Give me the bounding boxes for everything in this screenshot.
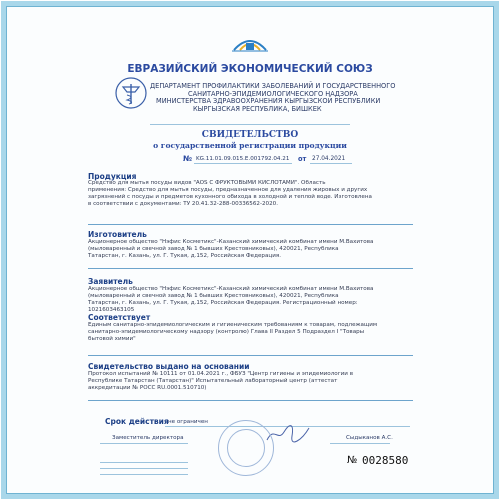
signatory-name: Сыдыканов А.С. [346, 435, 393, 441]
basis-line: Протокол испытаний № 10111 от 01.04.2021 г., ФБУЗ "Центр гигиены и эпидемиологии в [88, 371, 354, 377]
manufacturer-label: Изготовитель [88, 230, 147, 239]
validity-value: не ограничен [168, 419, 208, 425]
dept-line-1: ДЕПАРТАМЕНТ ПРОФИЛАКТИКИ ЗАБОЛЕВАНИЙ И ГОСУДАРСТВЕННОГО [150, 82, 396, 90]
date-prefix: от [298, 154, 307, 163]
basis-text [88, 371, 408, 392]
product-line: применения: Средство для мытья посуды, предназначенное для удаления жировых и других [88, 187, 368, 193]
union-title: ЕВРАЗИЙСКИЙ ЭКОНОМИЧЕСКИЙ СОЮЗ [127, 63, 373, 75]
product-text [88, 180, 408, 208]
official-seal-icon [218, 420, 274, 476]
signatory-position: Заместитель директора [112, 435, 184, 441]
applicant-label: Заявитель [88, 277, 133, 286]
product-line: загрязнений с посуды и предметов кухонного обихода в холодной и теплой воде. Изготовлена [88, 194, 372, 200]
certificate-subtitle: о государственной регистрации продукции [153, 141, 347, 150]
applicant-line: 1021603463105 [88, 307, 135, 313]
manufacturer-line: Татарстан, г. Казань, ул. Г. Тукая, д.152, Российская Федерация. [88, 253, 281, 259]
name-underline [330, 443, 390, 444]
applicant-text [88, 286, 408, 314]
compliance-line: санитарно-эпидемиологическому надзору (контролю) Глава II Раздел 5 Подраздел I "Товары [88, 329, 365, 335]
divider-basis [88, 400, 413, 401]
compliance-line: Единым санитарно-эпидемиологическим и гигиеническим требованиям к товарам, подлежащим [88, 322, 378, 328]
applicant-line: Татарстан, г. Казань, ул. Г. Тукая, д.152, Российская Федерация. Регистрационный номер: [88, 300, 358, 306]
serial-prefix: № [347, 455, 358, 466]
header-fine-line [150, 124, 350, 125]
validity-label: Срок действия [105, 417, 169, 426]
dept-line-4: КЫРГЫЗСКАЯ РЕСПУБЛИКА, БИШКЕК [193, 104, 322, 113]
caduceus-emblem-icon [114, 76, 148, 110]
stamp-line-3 [100, 474, 188, 475]
basis-line: аккредитации № РОСС RU.0001.510710) [88, 385, 207, 391]
certificate-title: СВИДЕТЕЛЬСТВО [201, 130, 299, 140]
compliance-text [88, 322, 408, 343]
product-line: в соответствии с документами: ТУ 20.41.32-288-00336562-2020. [88, 201, 279, 207]
divider-product [88, 224, 413, 225]
position-underline [100, 443, 188, 444]
divider-manufacturer [88, 268, 413, 269]
serial-number: 0028580 [362, 454, 409, 467]
manufacturer-text [88, 239, 408, 260]
registration-date: 27.04.2021 [312, 155, 346, 162]
dept-line-3: МИНИСТЕРСТВА ЗДРАВООХРАНЕНИЯ КЫРГЫЗСКОЙ РЕСПУБЛИКИ [156, 97, 381, 105]
stamp-line-1 [100, 462, 188, 463]
number-underline [194, 163, 292, 164]
registration-number: KG.11.01.09.015.Е.001792.04.21 [196, 155, 290, 162]
eaeu-emblem-icon [230, 30, 270, 54]
divider-compliance [88, 355, 413, 356]
number-prefix: № [183, 154, 193, 163]
basis-line: Республике Татарстан (Татарстан)" Испытательный лабораторный центр (аттестат [88, 378, 338, 384]
manufacturer-line: (мыловаренный и свечной завод № 1 бывших Крестовниковых), 420021, Республика [88, 246, 339, 252]
stamp-line-2 [100, 468, 188, 469]
date-underline [310, 163, 352, 164]
compliance-label: Соответствует [88, 313, 151, 322]
applicant-line: Акционерное общество "Нэфис Косметикс"-Казанский химический комбинат имени М.Вахитова [88, 286, 374, 292]
basis-label: Свидетельство выдано на основании [88, 362, 250, 371]
official-seal-inner-ring [227, 429, 265, 467]
applicant-line: (мыловаренный и свечной завод № 1 бывших Крестовниковых), 420021, Республика [88, 293, 339, 299]
product-line: Средство для мытья посуды видов "AOS С ФРУКТОВЫМИ КИСЛОТАМИ". Область [88, 180, 326, 186]
compliance-line: бытовой химии" [88, 336, 136, 342]
product-label: Продукция [88, 172, 137, 181]
manufacturer-line: Акционерное общество "Нэфис Косметикс"-Казанский химический комбинат имени М.Вахитова [88, 239, 374, 245]
dept-line-2: САНИТАРНО-ЭПИДЕМИОЛОГИЧЕСКОГО НАДЗОРА [188, 89, 358, 98]
